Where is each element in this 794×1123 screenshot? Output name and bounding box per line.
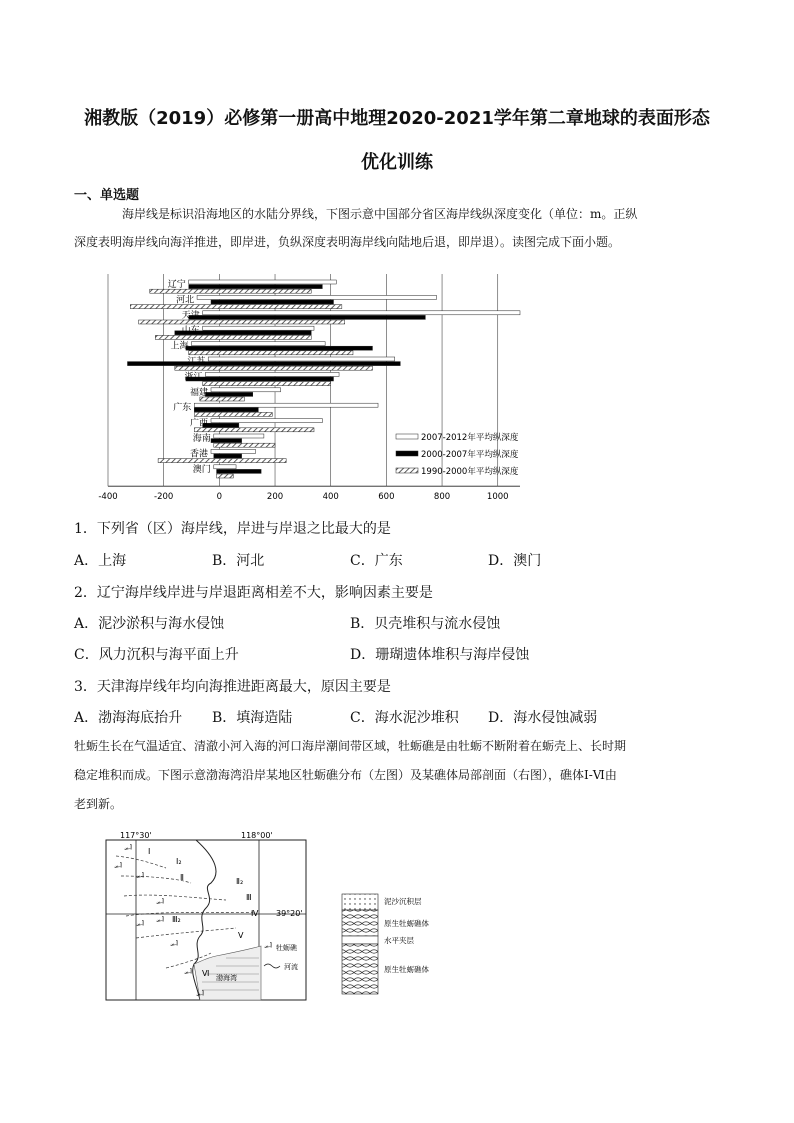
q1-option-c[interactable]: C．广东	[350, 553, 403, 569]
section-heading: 一、单选题	[74, 188, 140, 203]
x-tick-label: -200	[154, 492, 174, 503]
intro-line2: 深度表明海岸线向海洋推进，即岸进，负纵深度表明海岸线向陆地后退，即岸退）。读图完成下面小题。	[74, 235, 621, 249]
bar-江苏-1	[127, 362, 400, 366]
oyster-intro-line1: 牡蛎生长在气温适宜、清澈小河入海的河口海岸潮间带区域，牡蛎礁是由牡蛎不断附着在蛎壳上、长时期	[74, 739, 627, 753]
bar-山东-2	[155, 335, 311, 339]
bar-海南-2	[214, 443, 275, 447]
legend-swatch-0	[396, 434, 418, 439]
question-3: 3．天津海岸线年均向海推进距离最大，原因主要是	[74, 679, 391, 695]
layer-label-2: 原生牡蛎礁体	[384, 919, 429, 928]
question-2: 2．辽宁海岸线岸进与岸退距离相差不大，影响因素主要是	[74, 585, 433, 601]
lon-right-label: 118°00'	[241, 831, 273, 840]
primary-reef-upper	[342, 910, 378, 936]
sediment-layer	[342, 894, 378, 910]
lon-left-label: 117°30'	[120, 831, 152, 840]
bar-天津-1	[189, 315, 426, 319]
intro-line1: 海岸线是标识沿海地区的水陆分界线，下图示意中国部分省区海岸线纵深度变化（单位：m。正纵	[122, 207, 638, 221]
reef-label-4: Ⅳ	[251, 909, 259, 918]
q3-option-d[interactable]: D．海水侵蚀减弱	[488, 710, 598, 726]
x-tick-label: 600	[378, 492, 395, 503]
bar-广东-2	[194, 412, 272, 416]
layer-label-4: 原生牡蛎礁体	[384, 965, 429, 974]
legend-label-0: 2007-2012年平均纵深度	[421, 433, 519, 443]
svg-text:ᆈ: ᆈ	[136, 873, 145, 883]
x-tick-label: 400	[322, 492, 339, 503]
reef-markers	[114, 843, 205, 1001]
bar-浙江-2	[203, 382, 331, 386]
reef-label-1: Ⅰ	[148, 847, 151, 856]
river-legend-icon	[264, 964, 280, 968]
category-label: 香港	[189, 449, 208, 460]
bar-澳门-0	[214, 465, 236, 469]
question-1: 1．下列省（区）海岸线，岸进与岸退之比最大的是	[74, 521, 391, 537]
x-tick-label: 1000	[486, 492, 509, 503]
x-tick-label: 800	[433, 492, 451, 503]
bar-辽宁-1	[189, 285, 323, 289]
category-label: 江苏	[187, 357, 206, 367]
category-label: 浙江	[184, 372, 203, 383]
category-label: 辽宁	[167, 280, 186, 290]
category-label: 上海	[170, 341, 189, 352]
bar-广东-0	[194, 403, 378, 407]
bar-香港-0	[211, 449, 256, 453]
lat-label: 39°20'	[276, 909, 303, 918]
horizontal-interlayer	[342, 936, 378, 944]
q2-option-a[interactable]: A．泥沙淤积与海水侵蚀	[74, 616, 225, 632]
reef-label-1-2: Ⅰ₂	[176, 857, 182, 866]
layer-label-3: 水平夹层	[384, 936, 414, 945]
x-tick-label: 0	[216, 492, 223, 503]
bar-天津-0	[203, 311, 520, 315]
legend-swatch-2	[396, 468, 418, 473]
bar-香港-1	[214, 454, 242, 458]
bay-label: 渤海湾	[216, 974, 237, 982]
bar-福建-1	[205, 392, 252, 396]
x-tick-label: 200	[266, 492, 284, 503]
bar-浙江-1	[186, 377, 334, 381]
svg-text:ᆈ: ᆈ	[184, 969, 193, 979]
svg-text:ᆈ: ᆈ	[196, 991, 205, 1001]
bar-广西-2	[194, 428, 314, 432]
legend-label-2: 1990-2000年平均纵深度	[421, 467, 519, 477]
oyster-intro-line3: 老到新。	[74, 797, 123, 811]
bar-天津-2	[139, 320, 345, 324]
bar-上海-2	[189, 351, 353, 355]
q1-option-a[interactable]: A．上海	[74, 553, 127, 569]
category-label: 山东	[181, 326, 200, 337]
oyster-reef-map	[96, 828, 326, 1003]
river-legend-label: 河流	[284, 963, 298, 971]
category-label: 福建	[189, 387, 208, 398]
reef-label-3: Ⅲ	[246, 893, 252, 902]
bar-福建-0	[211, 388, 281, 392]
bar-海南-1	[211, 439, 242, 443]
layer-label-1: 泥沙沉积层	[384, 897, 422, 906]
coastline-chart	[90, 272, 540, 504]
bar-河北-0	[197, 295, 436, 299]
bar-河北-1	[211, 300, 333, 304]
q3-option-b[interactable]: B．填海造陆	[212, 710, 293, 726]
category-label: 海南	[192, 434, 211, 444]
reef-label-5: Ⅴ	[238, 931, 244, 940]
svg-text:ᆈ: ᆈ	[114, 863, 123, 873]
bar-辽宁-0	[189, 280, 337, 284]
bar-广西-0	[211, 419, 322, 423]
q2-option-b[interactable]: B．贝壳堆积与流水侵蚀	[350, 616, 501, 632]
legend-swatch-1	[396, 451, 418, 456]
reef-legend-label: 牡蛎礁	[276, 944, 297, 952]
bar-澳门-1	[217, 469, 262, 473]
category-label: 广东	[173, 403, 192, 414]
q1-option-d[interactable]: D．澳门	[488, 553, 542, 569]
reef-label-6: Ⅵ	[202, 969, 210, 978]
category-label: 河北	[176, 295, 195, 306]
bar-江苏-0	[208, 357, 395, 361]
bar-广东-1	[194, 408, 258, 412]
reef-label-2-2: Ⅱ₂	[236, 877, 244, 886]
svg-text:ᆈ: ᆈ	[170, 941, 179, 951]
primary-reef-lower	[342, 944, 378, 994]
svg-text:ᆈ: ᆈ	[136, 921, 145, 931]
x-tick-label: -400	[98, 492, 118, 503]
q2-option-c[interactable]: C．风力沉积与海平面上升	[74, 647, 239, 663]
bar-上海-1	[186, 346, 373, 350]
bar-香港-2	[158, 459, 286, 463]
bar-山东-0	[203, 326, 314, 330]
q1-option-b[interactable]: B．河北	[212, 553, 265, 569]
svg-text:ᆈ: ᆈ	[156, 899, 165, 909]
page-title-line2: 优化训练	[361, 152, 433, 173]
page-title: 湘教版（2019）必修第一册高中地理2020-2021学年第二章地球的表面形态	[84, 108, 710, 129]
bar-澳门-2	[217, 474, 234, 478]
reef-label-2: Ⅱ	[180, 873, 184, 882]
bar-广西-1	[203, 423, 239, 427]
legend-label-1: 2000-2007年平均纵深度	[421, 450, 519, 460]
category-label: 澳门	[192, 464, 211, 475]
bar-浙江-0	[205, 372, 339, 376]
bar-海南-0	[214, 434, 264, 438]
bar-河北-2	[130, 305, 342, 309]
category-label: 广西	[189, 418, 208, 429]
category-label: 天津	[181, 310, 200, 321]
q2-option-d[interactable]: D．珊瑚遗体堆积与海岸侵蚀	[350, 647, 530, 663]
bar-上海-0	[192, 342, 326, 346]
q3-option-a[interactable]: A．渤海海底抬升	[74, 710, 183, 726]
q3-option-c[interactable]: C．海水泥沙堆积	[350, 710, 459, 726]
oyster-intro-line2: 稳定堆积而成。下图示意渤海湾沿岸某地区牡蛎礁分布（左图）及某礁体局部剖面（右图），礁体Ⅰ-Ⅵ由	[74, 768, 617, 782]
reef-legend-icon: ᆈ	[264, 943, 273, 953]
svg-text:ᆈ: ᆈ	[156, 917, 165, 927]
reef-section-profile	[338, 892, 458, 1000]
reef-label-3-2: Ⅲ₂	[172, 915, 181, 924]
svg-text:ᆈ: ᆈ	[124, 845, 133, 855]
